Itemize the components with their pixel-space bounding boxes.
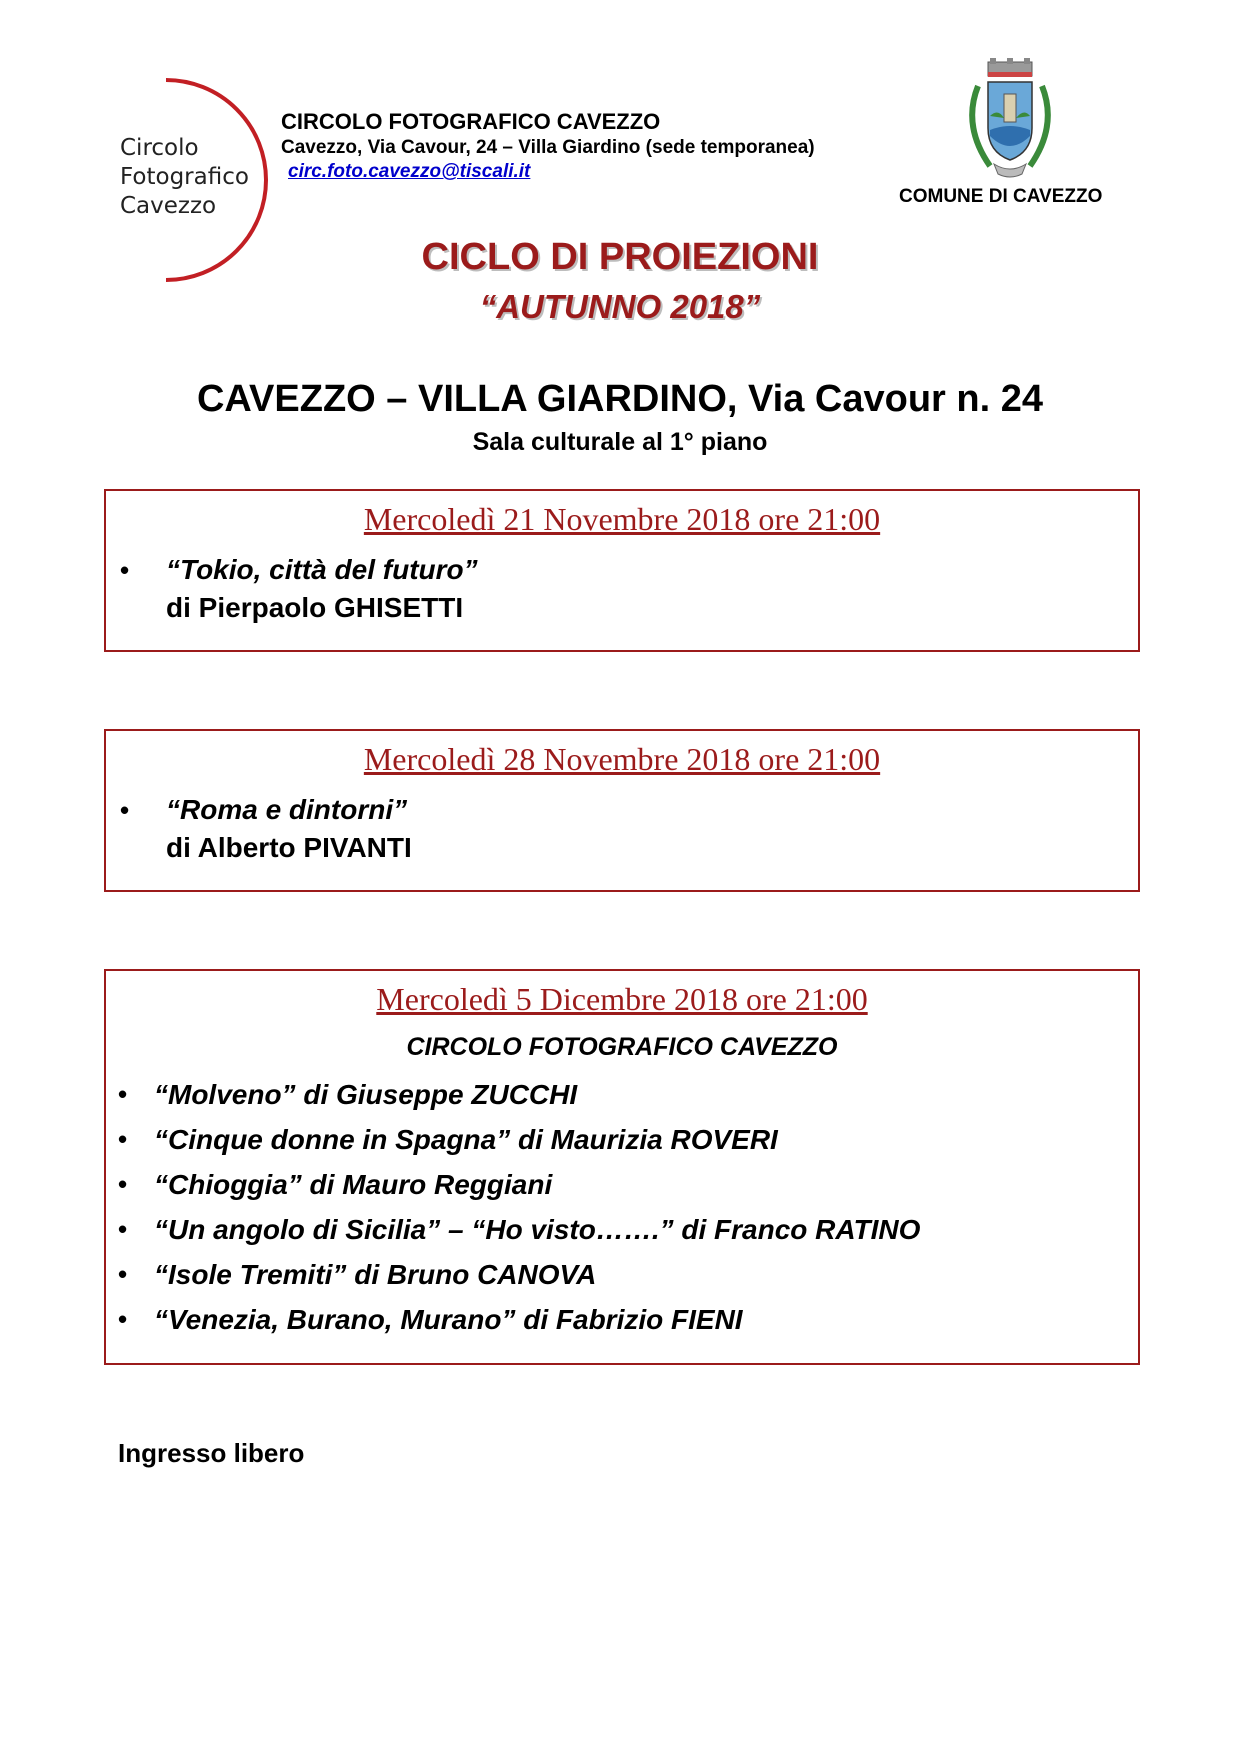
entry-note: Ingresso libero <box>118 1438 305 1468</box>
item-title: • “Tokio, città del futuro” <box>166 554 478 585</box>
org-email-link[interactable]: circ.foto.cavezzo@tiscali.it <box>288 161 531 182</box>
list-item: • “Chioggia” di Mauro Reggiani <box>106 1162 1138 1207</box>
list-item <box>106 551 1138 627</box>
venue-name: CAVEZZO – VILLA GIARDINO, Via Cavour n. 24 <box>196 378 1043 420</box>
list-item: • “Venezia, Burano, Murano” di Fabrizio FIENI <box>106 1297 1138 1342</box>
comune-crest-icon <box>960 56 1060 181</box>
list-item: • “Un angolo di Sicilia” – “Ho visto…….” di Franco RATINO <box>106 1207 1138 1252</box>
page-subtitle: “AUTUNNO 2018” <box>479 288 761 325</box>
event-section-heading: CIRCOLO FOTOGRAFICO CAVEZZO <box>406 1033 838 1061</box>
list-item: • “Isole Tremiti” di Bruno CANOVA <box>106 1252 1138 1297</box>
event-items <box>106 1072 1138 1342</box>
logo-text <box>120 134 249 221</box>
logo-line: Cavezzo <box>120 193 217 219</box>
org-address: Cavezzo, Via Cavour, 24 – Villa Giardino (sede temporanea) <box>281 137 815 158</box>
item-author: di Pierpaolo GHISETTI <box>166 592 464 623</box>
logo-line: Circolo <box>120 135 199 161</box>
event-date: Mercoledì 5 Dicembre 2018 ore 21:00 <box>376 981 868 1017</box>
event-box <box>104 969 1140 1365</box>
event-items <box>106 551 1138 627</box>
event-date: Mercoledì 21 Novembre 2018 ore 21:00 <box>363 501 881 537</box>
event-date: Mercoledì 28 Novembre 2018 ore 21:00 <box>363 741 881 777</box>
event-box <box>104 729 1140 892</box>
list-item: • “Cinque donne in Spagna” di Maurizia ROVERI <box>106 1117 1138 1162</box>
list-item: • “Molveno” di Giuseppe ZUCCHI <box>106 1072 1138 1117</box>
comune-label: COMUNE DI CAVEZZO <box>899 186 1103 207</box>
logo-line: Fotografico <box>120 164 249 190</box>
event-box <box>104 489 1140 652</box>
list-item <box>106 791 1138 867</box>
event-items <box>106 791 1138 867</box>
venue-room: Sala culturale al 1° piano <box>472 428 768 456</box>
item-author: di Alberto PIVANTI <box>166 832 412 863</box>
org-info <box>281 108 815 184</box>
item-title: • “Roma e dintorni” <box>166 794 408 825</box>
org-name: CIRCOLO FOTOGRAFICO CAVEZZO <box>281 109 661 134</box>
page-title: CICLO DI PROIEZIONI <box>421 236 819 278</box>
